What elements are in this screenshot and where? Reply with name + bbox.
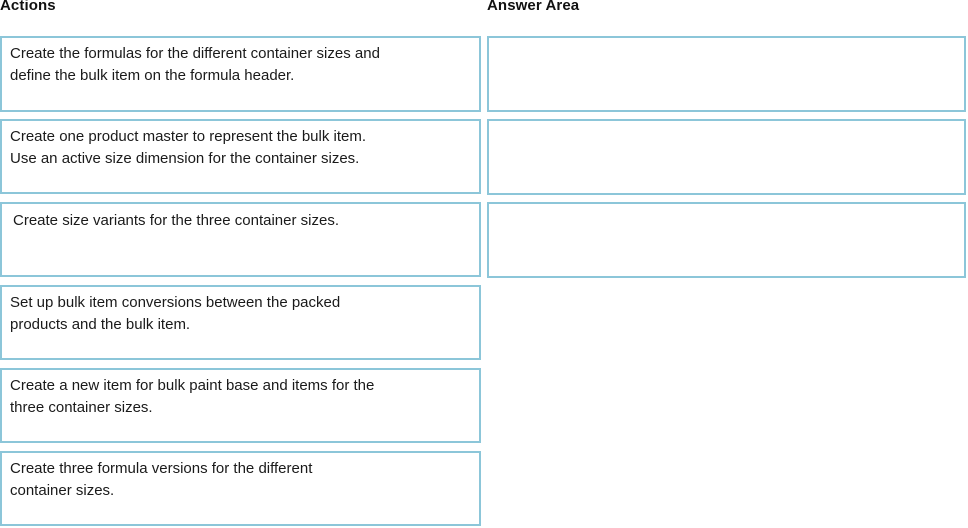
actions-heading: Actions <box>0 0 56 14</box>
action-card-text-line: products and the bulk item. <box>10 316 191 333</box>
answer-slot-2[interactable] <box>487 119 966 195</box>
answer-slot-3[interactable] <box>487 202 966 278</box>
action-card-text-line: Use an active size dimension for the container sizes. <box>10 150 360 167</box>
answer-area-heading: Answer Area <box>487 0 580 14</box>
action-card-text-line: three container sizes. <box>10 399 153 416</box>
answer-slot-1[interactable] <box>487 36 966 112</box>
action-card-create-size-variants[interactable] <box>0 202 481 277</box>
action-card-text-line: Create a new item for bulk paint base and items for the <box>10 377 375 394</box>
action-card-text-line: Create the formulas for the different container sizes and <box>10 45 380 62</box>
action-card-text-line: Set up bulk item conversions between the packed <box>10 294 341 311</box>
action-card-text-line: container sizes. <box>10 482 115 499</box>
action-card-text-line: Create one product master to represent the bulk item. <box>10 128 367 145</box>
action-card-setup-bulk-conversions[interactable] <box>0 285 481 360</box>
action-card-text-line: define the bulk item on the formula header. <box>10 67 295 84</box>
action-card-create-formulas[interactable] <box>0 36 481 112</box>
action-card-text-line: Create three formula versions for the different <box>10 460 313 477</box>
action-card-text-line: Create size variants for the three container sizes. <box>13 212 339 229</box>
action-card-create-product-master[interactable] <box>0 119 481 194</box>
action-card-create-new-items[interactable] <box>0 368 481 443</box>
action-card-create-formula-versions[interactable] <box>0 451 481 526</box>
